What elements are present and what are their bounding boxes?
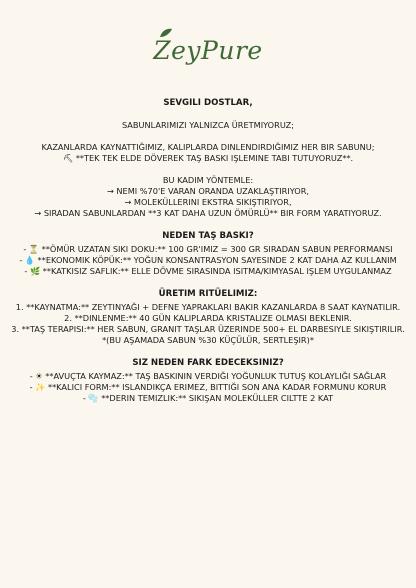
- logo-text: ZeyPure: [153, 36, 263, 65]
- greeting: SEVGILI DOSTLAR,: [163, 98, 253, 108]
- brand-logo: [0, 36, 416, 65]
- section-title-diff: SIZ NEDEN FARK EDECEKSINIZ?: [132, 358, 284, 368]
- list-item: - 🫧 **DERIN TEMIZLIK:** SIKIŞAN MOLEKÜLLER CILTTE 2 KAT: [82, 393, 334, 403]
- list-item: - 🌿 **KATKISIZ SAFLIK:** ELLE DÖVME SIRASINDA ISITMA/KIMYASAL IŞLEM UYGULANMAZ: [24, 266, 392, 276]
- list-item: 3. **TAŞ TERAPISI:** HER SABUN, GRANIT TAŞLAR ÜZERINDE 500+ EL DARBESIYLE SIKIŞTIRILIR.: [11, 324, 405, 334]
- list-item: 2. **DINLENME:** 40 GÜN KALIPLARDA KRISTALIZE OLMASI BEKLENIR.: [64, 313, 352, 323]
- list-item: - ⏳ **ÖMÜR UZATAN SIKI DOKU:** 100 GR'IMIZ = 300 GR SIRADAN SABUN PERFORMANSI: [23, 244, 393, 254]
- list-item: *(BU AŞAMADA SABUN %30 KÜÇÜLÜR, SERTLEŞIR)*: [102, 335, 314, 345]
- step-line: → NEMI %70'E VARAN ORANDA UZAKLAŞTIRIYOR,: [106, 186, 310, 196]
- process-line: ⛏ **TEK TEK ELDE DÖVEREK TAŞ BASKI IŞLEMINE TABI TUTUYORUZ**.: [62, 153, 354, 163]
- section-title-ritual: ÜRETIM RITÜELIMIZ:: [158, 289, 258, 299]
- why-list: [0, 244, 416, 277]
- step-line: → MOLEKÜLLERINI EKSTRA SIKIŞTIRIYOR,: [124, 197, 292, 207]
- letter-body: [0, 98, 416, 404]
- list-item: - ✨ **KALICI FORM:** ISLANDIKÇA ERIMEZ, BITTIĞI SON ANA KADAR FORMUNU KORUR: [29, 382, 387, 392]
- leaf-icon: [159, 28, 173, 38]
- steps-title: BU KADIM YÖNTEMLE:: [162, 175, 254, 185]
- list-item: - ☀ **AVUÇTA KAYMAZ:** TAŞ BASKININ VERDIĞI YOĞUNLUK TUTUŞ KOLAYLIĞI SAĞLAR: [29, 371, 387, 381]
- process-line: KAZANLARDA KAYNATTIĞIMIZ, KALIPLARDA DINLENDIRDIĞIMIZ HER BIR SABUNU;: [41, 142, 375, 152]
- list-item: - 💧 **EKONOMIK KÖPÜK:** YOĞUN KONSANTRASYON SAYESINDE 2 KAT DAHA AZ KULLANIM: [19, 255, 397, 265]
- list-item: 1. **KAYNATMA:** ZEYTINYAĞI + DEFNE YAPRAKLARI BAKIR KAZANLARDA 8 SAAT KAYNATILIR.: [15, 302, 401, 312]
- diff-list: [0, 371, 416, 404]
- intro-text: SABUNLARIMIZI YALNIZCA ÜRETMIYORUZ;: [121, 120, 295, 130]
- section-title-why: NEDEN TAŞ BASKI?: [162, 231, 254, 241]
- step-line: → SIRADAN SABUNLARDAN **3 KAT DAHA UZUN ÖMÜRLÜ** BIR FORM YARATIYORUZ.: [34, 208, 382, 218]
- ritual-list: [0, 302, 416, 346]
